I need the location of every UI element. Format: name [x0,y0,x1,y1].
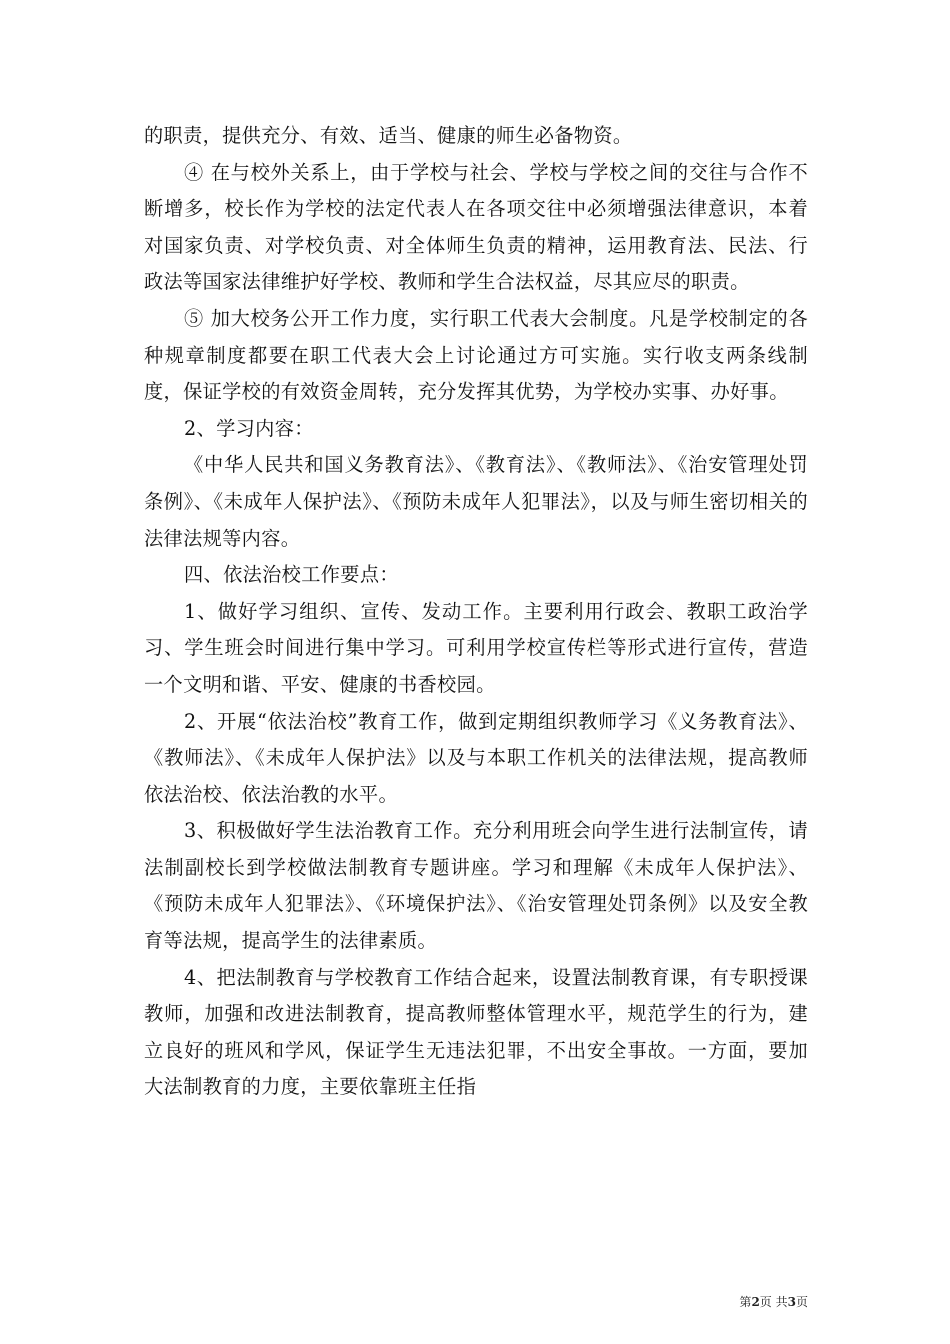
paragraph-continuation: 的职责，提供充分、有效、适当、健康的师生必备物资。 [144,124,633,147]
footer-prefix: 第 [739,1295,752,1309]
paragraph-law-list: 《中华人民共和国义务教育法》、《教育法》、《教师法》、《治安管理处罚条例》、《未成年人保护法》、《预防未成年人犯罪法》，以及与师生密切相关的法律法规等内容。 [144,453,808,550]
page-number-footer [700,1294,808,1310]
section-heading-study-content: 2、学习内容： [184,416,314,440]
footer-middle: 页 共 [759,1295,788,1309]
section-heading-key-points: 四、依法治校工作要点： [184,563,399,587]
paragraph-item-4: ④ 在与校外关系上，由于学校与社会、学校与学校之间的交往与合作不断增多，校长作为学校的法定代表人在各项交往中必须增强法律意识，本着对国家负责、对学校负责、对全体师生负责的精神，运用教育法、民法、行政法等国家法律维护好学校、教师和学生合法权益，尽其应尽的职责。 [144,160,808,294]
footer-current-page: 2 [751,1295,760,1309]
paragraph-point-1: 1、做好学习组织、宣传、发动工作。主要利用行政会、教职工政治学习、学生班会时间进行集中学习。可利用学校宣传栏等形式进行宣传，营造一个文明和谐、平安、健康的书香校园。 [144,599,808,696]
paragraph-point-3: 3、积极做好学生法治教育工作。充分利用班会向学生进行法制宣传，请法制副校长到学校做法制教育专题讲座。学习和理解《未成年人保护法》、《预防未成年人犯罪法》、《环境保护法》、《治安管理处罚条例》以及安全教育等法规，提高学生的法律素质。 [144,819,808,953]
footer-total-pages: 3 [787,1295,796,1309]
paragraph-point-4: 4、把法制教育与学校教育工作结合起来，设置法制教育课，有专职授课教师，加强和改进法制教育，提高教师整体管理水平，规范学生的行为，建立良好的班风和学风，保证学生无违法犯罪，不出安全事故。一方面，要加大法制教育的力度，主要依靠班主任指 [144,965,808,1099]
document-body [144,118,808,1106]
paragraph-point-2: 2、开展“依法治校”教育工作，做到定期组织教师学习《义务教育法》、《教师法》、《未成年人保护法》以及与本职工作机关的法律法规，提高教师依法治校、依法治教的水平。 [144,709,808,806]
footer-suffix: 页 [795,1295,808,1309]
paragraph-item-5: ⑤ 加大校务公开工作力度，实行职工代表大会制度。凡是学校制定的各种规章制度都要在职工代表大会上讨论通过方可实施。实行收支两条线制度，保证学校的有效资金周转，充分发挥其优势，为学校办实事、办好事。 [144,306,808,404]
